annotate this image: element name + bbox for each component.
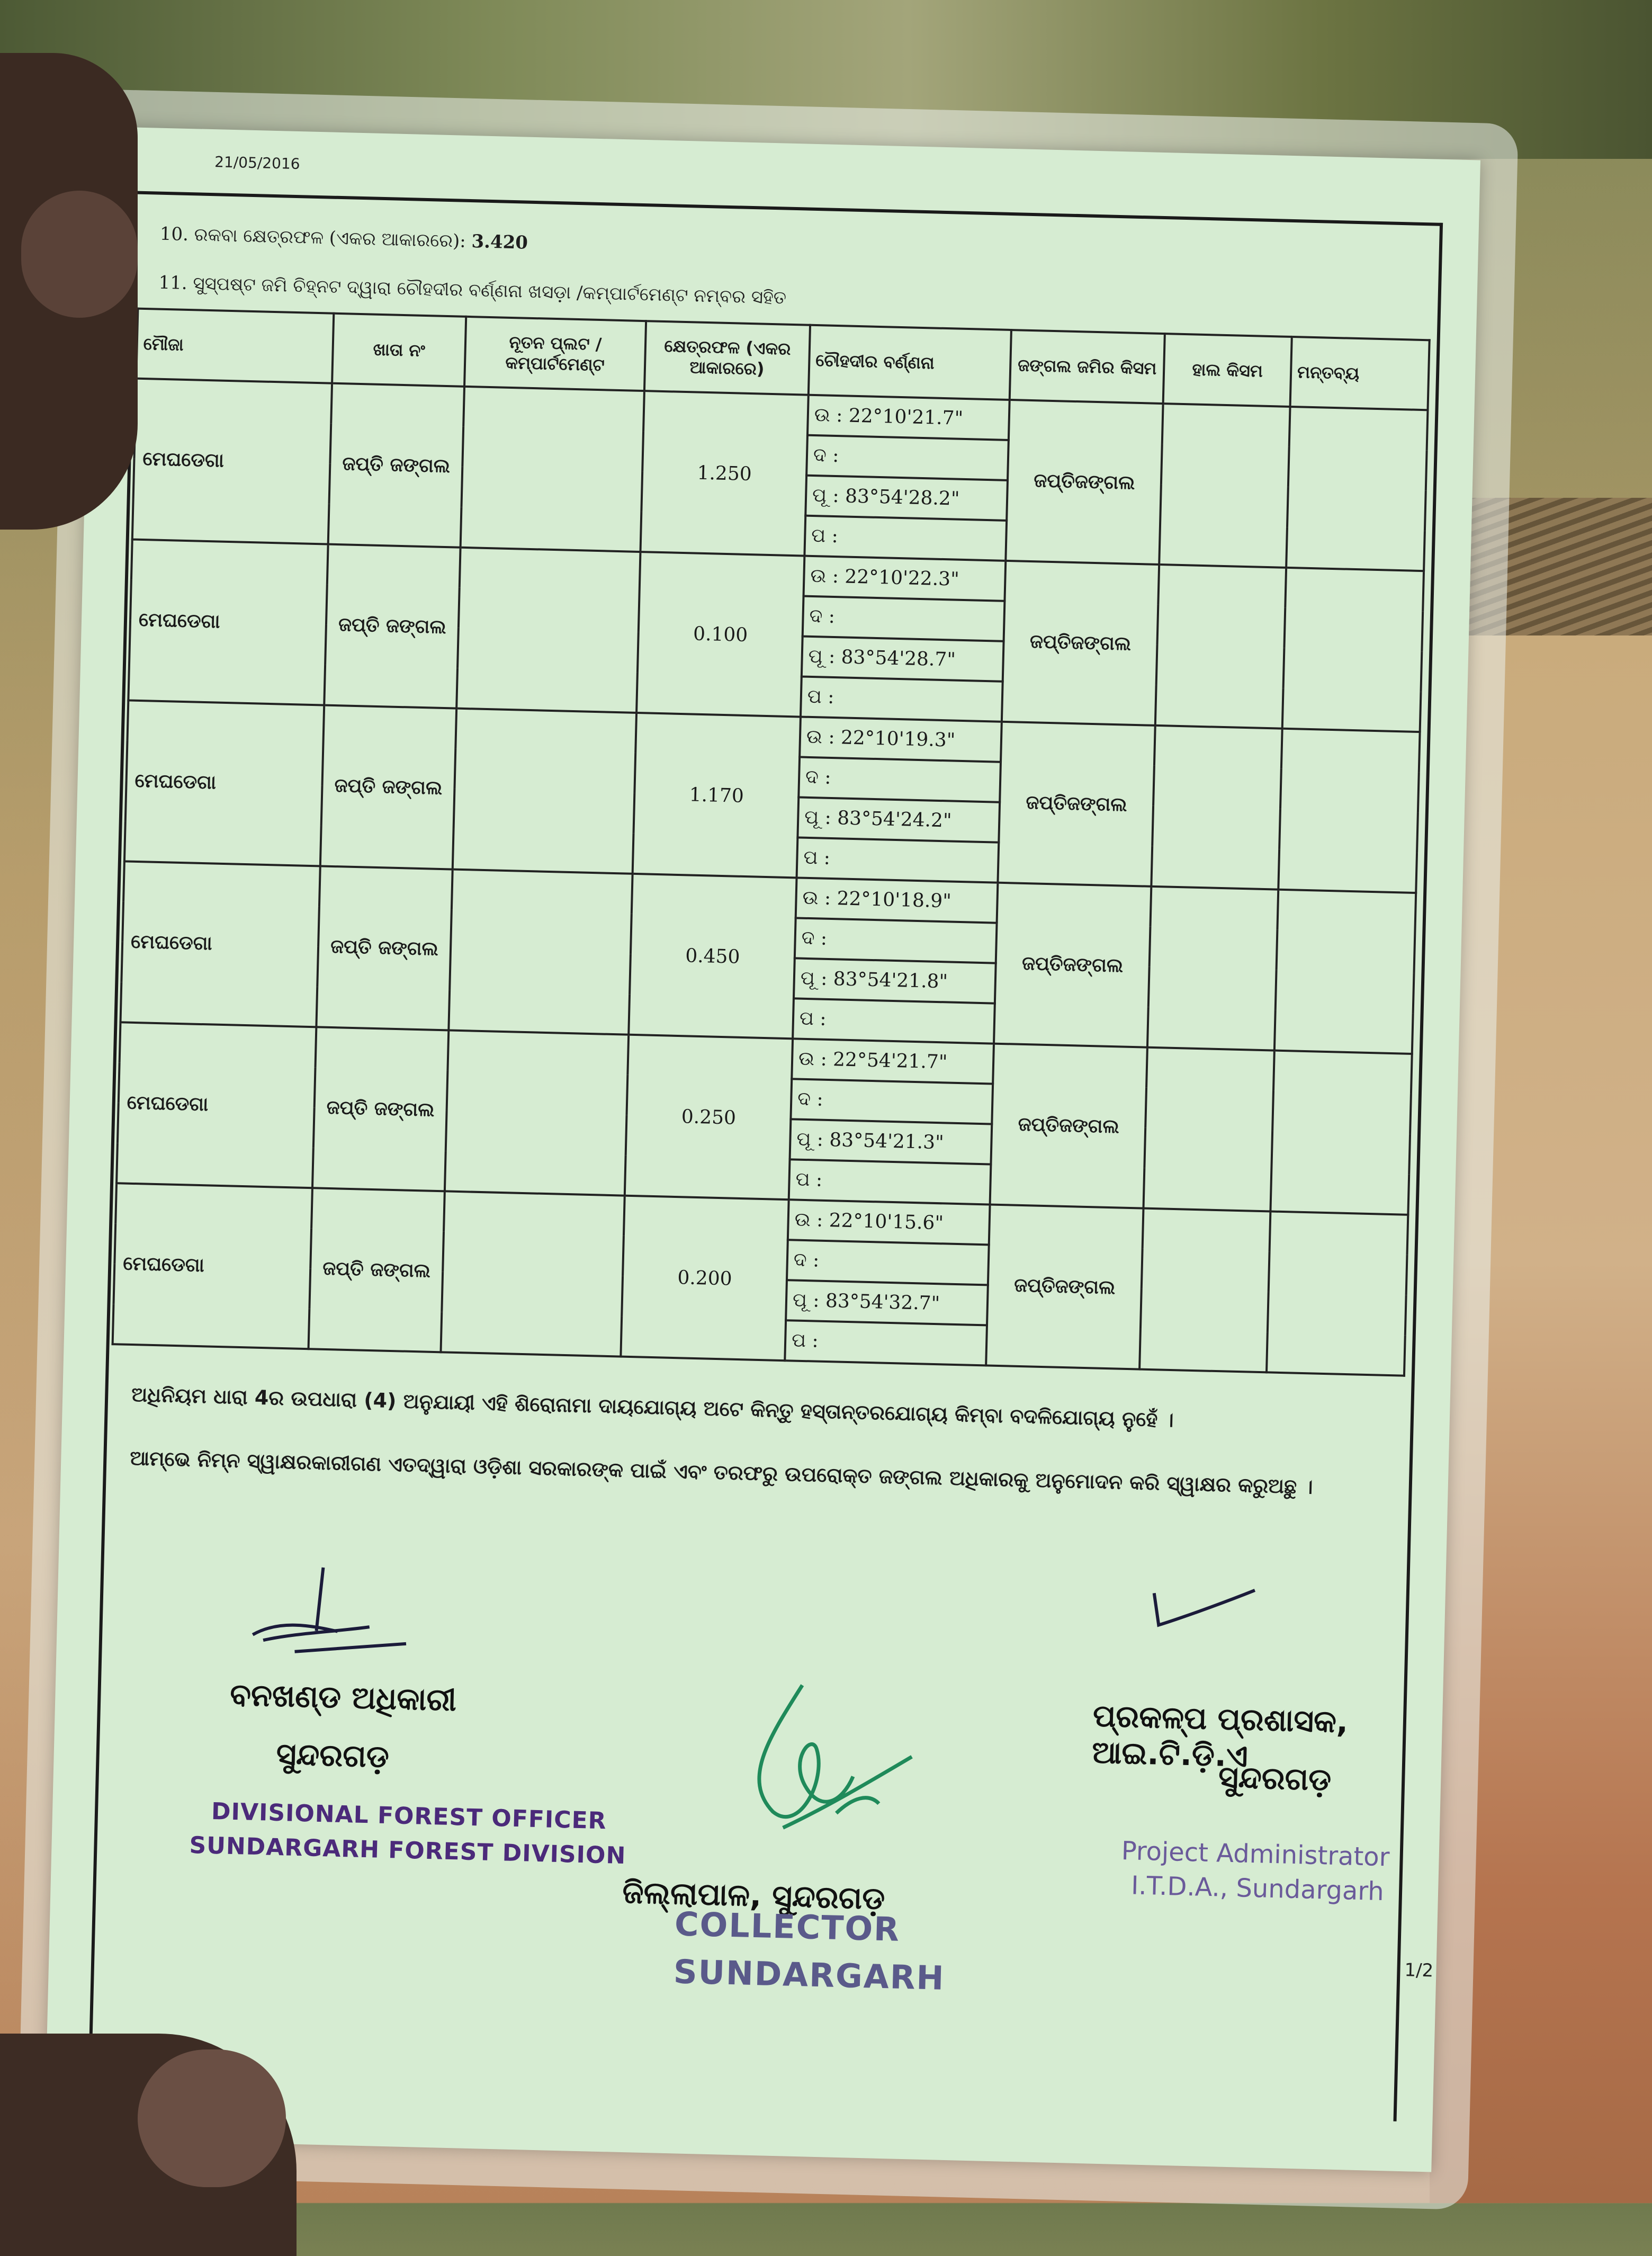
cell-land-type: ଜପ୍ତିଜଙ୍ଗଲ — [1002, 561, 1159, 726]
title-forest-officer-place: ସୁନ୍ଦରଗଡ଼ — [275, 1735, 390, 1775]
cell-south: ଦ : — [791, 1079, 993, 1124]
title-forest-officer: ବନଖଣ୍ଡ ଅଧିକାରୀ — [229, 1676, 457, 1718]
header-plot: ନୂତନ ପ୍ଲଟ / କମ୍ପାର୍ଟମେଣ୍ଟ — [464, 317, 646, 391]
thumb-top-left — [21, 191, 138, 318]
cell-khata: ଜପ୍ତି ଜଙ୍ଗଲ — [312, 1027, 448, 1191]
stamp-itda: I.T.D.A., Sundargarh — [1130, 1870, 1385, 1907]
stamp-forest-officer: DIVISIONAL FOREST OFFICER — [211, 1797, 607, 1835]
cell-plot — [441, 1191, 624, 1356]
cell-north: ଉ : 22°10'15.6" — [788, 1199, 990, 1245]
page-number: 1/2 — [1404, 1959, 1434, 1982]
cell-mouza: ମେଘଡେଗା — [124, 700, 324, 866]
cell-west: ପ : — [789, 1159, 991, 1204]
cell-east: ପୂ : 83°54'21.3" — [790, 1119, 992, 1164]
cell-south: ଦ : — [806, 435, 1009, 480]
cell-land-type: ଜପ୍ତିଜଙ୍ଗଲ — [990, 1044, 1147, 1208]
document-sheet — [44, 127, 1480, 2172]
cell-east: ପୂ : 83°54'32.7" — [786, 1280, 988, 1325]
signature-project-administrator — [1142, 1582, 1281, 1649]
cell-north: ଉ : 22°10'22.3" — [804, 556, 1006, 601]
cell-west: ପ : — [804, 516, 1007, 561]
header-khata: ଖାତା ନଂ — [332, 314, 466, 387]
cell-current-type — [1147, 887, 1278, 1051]
cell-south: ଦ : — [803, 596, 1005, 641]
cell-khata: ଜପ୍ତି ଜଙ୍ଗଲ — [316, 866, 452, 1030]
cell-west: ପ : — [785, 1320, 987, 1365]
header-land-type: ଜଙ୍ଗଲ ଜମିର କିସମ — [1010, 330, 1165, 404]
cell-khata: ଜପ୍ତି ଜଙ୍ଗଲ — [309, 1188, 445, 1352]
cell-khata: ଜପ୍ତି ଜଙ୍ଗଲ — [324, 544, 460, 709]
thumb-bottom-left — [138, 2049, 286, 2187]
signature-collector — [719, 1672, 924, 1878]
area-total-label: 10. ରକବା କ୍ଷେତ୍ରଫଳ (ଏକର ଆକାରରେ): — [159, 223, 466, 252]
header-mouza: ମୌଜା — [136, 309, 334, 383]
header-current-type: ହାଲ କିସମ — [1163, 334, 1292, 407]
cell-east: ପୂ : 83°54'21.8" — [794, 958, 996, 1003]
cell-north: ଉ : 22°10'18.9" — [796, 878, 998, 923]
cell-khata: ଜପ୍ତି ଜଙ୍ଗଲ — [320, 705, 456, 870]
document-date: 21/05/2016 — [214, 153, 300, 173]
header-boundary: ଚୌହଦୀର ବର୍ଣ୍ଣନା — [809, 325, 1011, 400]
cell-mouza: ମେଘଡେଗା — [128, 540, 328, 705]
cell-current-type — [1155, 565, 1286, 729]
cell-remarks — [1278, 729, 1420, 893]
boundary-description-heading: 11. ସୁସ୍ପଷ୍ଟ ଜମି ଚିହ୍ନଟ ଦ୍ୱାରା ଚୌହଦୀର ବର୍ଣ୍ଣନା ଖସଡ଼ା /କମ୍ପାର୍ଟମେଣ୍ଟ ନମ୍ବର ସହିତ — [158, 272, 787, 309]
cell-plot — [456, 548, 640, 713]
cell-plot — [453, 709, 636, 874]
cell-remarks — [1282, 568, 1424, 732]
non-transferable-clause: ଅଧିନିୟମ ଧାରା 4ର ଉପଧାରା (4) ଅନୁଯାୟୀ ଏହି ଶିରୋନାମା ଦାୟଯୋଗ୍ୟ ଅଟେ କିନ୍ତୁ ହସ୍ତାନ୍ତରଯୋଗ୍ୟ କିମ୍ବା ବଦଳିଯୋଗ୍ୟ ନୁହେଁ । — [131, 1383, 1174, 1432]
cell-area: 0.200 — [621, 1196, 788, 1360]
cell-east: ପୂ : 83°54'24.2" — [797, 797, 1000, 842]
header-remarks: ମନ୍ତବ୍ୟ — [1290, 337, 1430, 410]
cell-west: ପ : — [793, 998, 995, 1043]
cell-west: ପ : — [797, 837, 999, 882]
cell-west: ପ : — [801, 677, 1003, 722]
cell-land-type: ଜପ୍ତିଜଙ୍ଗଲ — [994, 883, 1151, 1048]
cell-area: 0.100 — [636, 552, 804, 717]
cell-north: ଉ : 22°10'21.7" — [807, 395, 1010, 440]
area-total-value: 3.420 — [471, 231, 528, 254]
cell-land-type: ଜପ୍ତିଜଙ୍ଗଲ — [998, 722, 1155, 887]
cell-area: 0.250 — [625, 1035, 793, 1199]
signature-forest-officer — [231, 1560, 424, 1671]
title-collector: ଜିଲ୍ଲାପାଳ, ସୁନ୍ଦରଗଡ଼ — [622, 1874, 886, 1917]
cell-remarks — [1267, 1211, 1408, 1375]
cell-remarks — [1270, 1051, 1412, 1215]
cell-east: ପୂ : 83°54'28.2" — [805, 476, 1008, 521]
cell-north: ଉ : 22°10'19.3" — [800, 717, 1002, 762]
cell-plot — [461, 387, 644, 552]
land-records-table — [112, 308, 1431, 1377]
cell-plot — [445, 1030, 629, 1195]
cell-area: 0.450 — [629, 874, 796, 1039]
header-area: କ୍ଷେତ୍ରଫଳ (ଏକର ଆକାରରେ) — [644, 321, 810, 395]
cell-khata: ଜପ୍ତି ଜଙ୍ଗଲ — [328, 383, 464, 548]
cell-south: ଦ : — [787, 1240, 989, 1285]
approval-clause: ଆମ୍ଭେ ନିମ୍ନ ସ୍ୱାକ୍ଷରକାରୀଗଣ ଏତଦ୍ୱାରା ଓଡ଼ିଶା ସରକାରଙ୍କ ପାଇଁ ଏବଂ ତରଫରୁ ଉପରୋକ୍ତ ଜଙ୍ଗଲ ଅଧିକାରକୁ ଅନୁମୋଦନ କରି ସ୍ୱାକ୍ଷର କରୁଅଛୁ । — [129, 1446, 1314, 1499]
cell-area: 1.170 — [633, 713, 801, 878]
cell-south: ଦ : — [798, 757, 1001, 802]
cell-mouza: ମେଘଡେଗା — [132, 379, 332, 544]
cell-land-type: ଜପ୍ତିଜଙ୍ଗଲ — [1005, 400, 1163, 565]
cell-north: ଉ : 22°54'21.7" — [792, 1039, 994, 1084]
cell-south: ଦ : — [795, 918, 997, 963]
cell-remarks — [1286, 407, 1427, 571]
cell-current-type — [1143, 1048, 1274, 1212]
cell-current-type — [1159, 404, 1290, 568]
cell-current-type — [1139, 1208, 1270, 1373]
cell-area: 1.250 — [640, 391, 808, 556]
stamp-forest-division: SUNDARGARH FOREST DIVISION — [188, 1831, 626, 1870]
stamp-project-administrator: Project Administrator — [1121, 1836, 1390, 1873]
title-project-administrator-place: ସୁନ୍ଦରଗଡ଼ — [1218, 1759, 1332, 1798]
cell-east: ପୂ : 83°54'28.7" — [802, 637, 1004, 682]
cell-land-type: ଜପ୍ତିଜଙ୍ଗଲ — [986, 1205, 1143, 1369]
title-project-administrator: ପ୍ରକଳ୍ପ ପ୍ରଶାସକ, ଆଇ.ଟି.ଡ଼ି.ଏ — [1091, 1697, 1349, 1774]
cell-mouza: ମେଘଡେଗା — [116, 1022, 316, 1188]
cell-current-type — [1151, 726, 1282, 890]
cell-mouza: ମେଘଡେଗା — [120, 861, 320, 1027]
stamp-sundargarh: SUNDARGARH — [673, 1952, 946, 1998]
cell-mouza: ମେଘଡେଗା — [113, 1183, 312, 1349]
cell-remarks — [1274, 890, 1416, 1054]
stamp-collector: COLLECTOR — [674, 1904, 901, 1949]
cell-plot — [448, 870, 632, 1035]
